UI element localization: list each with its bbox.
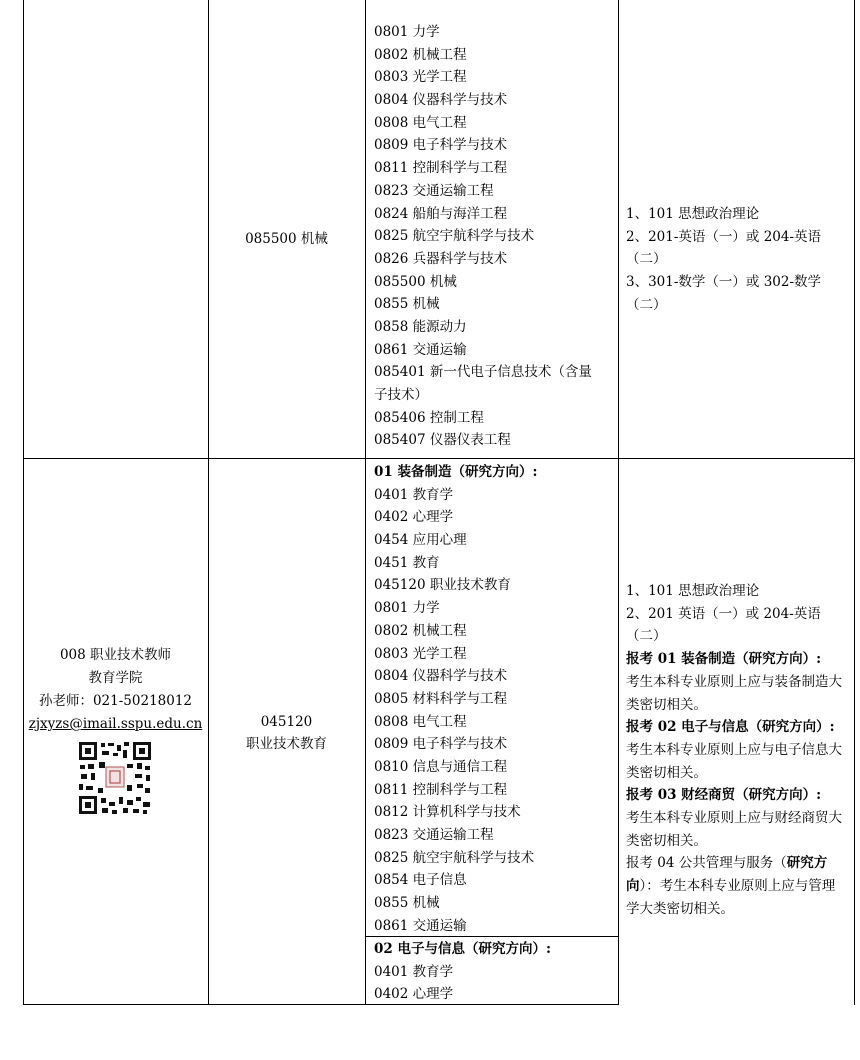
exam-notes	[626, 580, 848, 921]
direction-title: 01 装备制造（研究方向）:	[374, 464, 538, 480]
list-item: 0802 机械工程	[374, 622, 467, 639]
exam-line: 1、101 思想政治理论	[626, 206, 760, 222]
list-item: 0825 航空宇航科学与技术	[374, 849, 535, 866]
subject-list	[374, 21, 592, 452]
list-item: 0811 控制科学与工程	[374, 160, 508, 177]
list-item: 0855 机械	[374, 895, 440, 912]
list-item: 0804 仪器科学与技术	[374, 668, 508, 685]
list-item: 0824 船舶与海洋工程	[374, 205, 508, 222]
list-item: 0861 交通运输	[374, 917, 467, 934]
list-item: 0451 教育	[374, 554, 440, 571]
direction-title: 02 电子与信息（研究方向）:	[374, 941, 551, 957]
exam-subjects	[626, 203, 848, 317]
list-item: 0858 能源动力	[374, 318, 467, 335]
list-item: 085401 新一代电子信息技术（含量	[374, 364, 592, 381]
college-name-cont: 教育学院	[88, 670, 143, 686]
note-title: 报考 02 电子与信息（研究方向）:	[626, 719, 835, 736]
list-item: 0861 交通运输	[374, 341, 467, 358]
row-divider	[23, 458, 855, 459]
list-item: 085500 机械	[374, 273, 457, 290]
exam-line: 3、301-数学（一）或 302-数学（二）	[626, 274, 822, 313]
list-item: 0804 仪器科学与技术	[374, 92, 508, 109]
subject-list-dir2	[374, 938, 551, 1006]
list-item: 0809 电子科学与技术	[374, 736, 508, 753]
exam-line: 1、101 思想政治理论	[626, 583, 760, 599]
list-item: 0803 光学工程	[374, 645, 467, 662]
grid-line	[618, 0, 619, 1005]
list-item: 0805 材料科学与工程	[374, 690, 508, 707]
grid-line	[23, 0, 24, 1005]
major-code: 045120	[260, 714, 313, 730]
list-item: 0811 控制科学与工程	[374, 781, 508, 798]
subject-list-dir1	[374, 461, 537, 937]
major-cell	[209, 228, 364, 250]
list-item: 0823 交通运输工程	[374, 182, 494, 199]
major-name: 职业技术教育	[246, 736, 327, 752]
exam-line: 2、201 英语（一）或 204-英语（二）	[626, 605, 821, 645]
exam-line: 2、201-英语（一）或 204-英语（二）	[626, 228, 822, 268]
contact-phone: 孙老师：021-50218012	[38, 693, 193, 709]
note-bold: 研究方向	[626, 855, 828, 895]
qr-code-icon	[77, 740, 153, 816]
list-item: 045120 职业技术教育	[374, 577, 511, 594]
list-item: 子技术）	[374, 387, 428, 403]
grid-line	[854, 0, 855, 1005]
list-item: 0854 电子信息	[374, 872, 467, 889]
note-body: ）：考生本科专业原则上应与管理学大类密切相关。	[626, 878, 836, 917]
contact-email[interactable]: zjxyzs@imail.sspu.edu.cn	[28, 716, 203, 732]
list-item: 0855 机械	[374, 296, 440, 313]
note-body: 考生本科专业原则上应与财经商贸大类密切相关。	[626, 810, 842, 849]
note-combined	[626, 852, 848, 920]
list-item: 085406 控制工程	[374, 409, 484, 426]
list-item: 0808 电气工程	[374, 114, 467, 131]
list-item: 0401 教育学	[374, 486, 454, 503]
list-item: 0825 航空宇航科学与技术	[374, 228, 535, 245]
list-item: 0402 心理学	[374, 509, 454, 526]
note-title: 报考 01 装备制造（研究方向）:	[626, 651, 822, 668]
note-prefix: 报考 04 公共管理与服务（	[626, 855, 787, 872]
list-item: 0823 交通运输工程	[374, 827, 494, 843]
note-title: 报考 03 财经商贸（研究方向）:	[626, 787, 822, 804]
note-body: 考生本科专业原则上应与装备制造大类密切相关。	[626, 673, 842, 713]
list-item: 0802 机械工程	[374, 46, 467, 63]
list-item: 0809 电子科学与技术	[374, 137, 508, 154]
college-name: 008 职业技术教师	[59, 647, 172, 663]
grid-line	[365, 0, 366, 1005]
major-label: 085500 机械	[245, 231, 328, 247]
list-item: 0801 力学	[374, 24, 440, 40]
list-item: 0402 心理学	[374, 986, 454, 1003]
list-item: 0826 兵器科学与技术	[374, 250, 508, 267]
major-cell	[209, 711, 364, 755]
list-item: 0808 电气工程	[374, 713, 467, 730]
list-item: 0812 计算机科学与技术	[374, 804, 521, 821]
note-body: 考生本科专业原则上应与电子信息大类密切相关。	[626, 741, 842, 781]
grid-line	[208, 0, 209, 1005]
list-item: 085407 仪器仪表工程	[374, 432, 511, 449]
list-item: 0801 力学	[374, 600, 440, 617]
list-item: 0803 光学工程	[374, 69, 467, 86]
list-item: 0810 信息与通信工程	[374, 758, 508, 775]
list-item: 0401 教育学	[374, 963, 454, 980]
qr-code-image	[77, 740, 153, 816]
college-cell	[23, 644, 208, 736]
list-item: 0454 应用心理	[374, 532, 467, 549]
